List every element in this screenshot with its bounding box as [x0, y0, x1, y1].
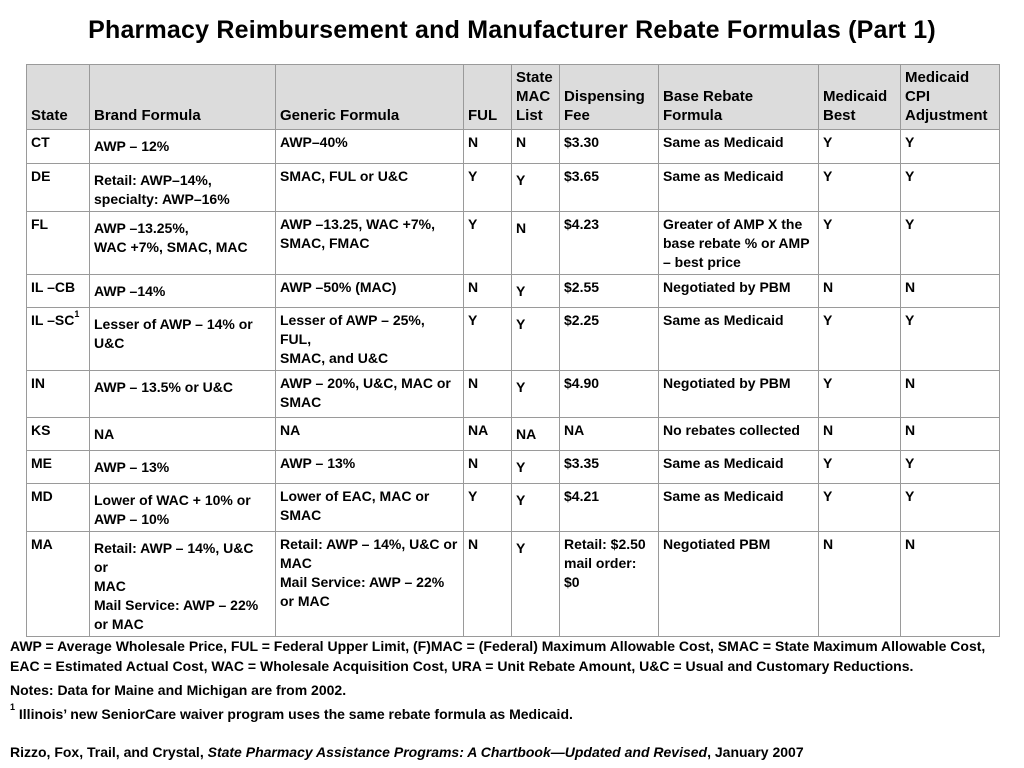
cell-brand-formula	[90, 451, 276, 484]
cell-dispensing-fee	[560, 212, 659, 275]
cell-medicaid-cpi-adjustment	[901, 164, 1000, 212]
cell-line: AWP –50% (MAC)	[280, 279, 397, 295]
cell-medicaid-cpi-adjustment	[901, 130, 1000, 164]
header-text: List	[516, 107, 543, 124]
cell-text: NA	[468, 422, 489, 438]
cell-medicaid-cpi-adjustment	[901, 451, 1000, 484]
cell-ful	[464, 484, 512, 532]
cell-line: AWP –14%	[94, 283, 166, 299]
cell-medicaid-cpi-adjustment	[901, 418, 1000, 451]
citation-authors: Rizzo, Fox, Trail, and Crystal,	[10, 744, 208, 760]
cell-dispensing-fee	[560, 532, 659, 637]
header-dispensing-fee	[560, 65, 659, 130]
cell-generic-formula	[276, 308, 464, 371]
cell-line: Negotiated PBM	[663, 536, 771, 552]
cell-brand-formula	[90, 212, 276, 275]
cell-line: Lesser of AWP – 14% or	[94, 316, 253, 332]
cell-line: NA	[280, 422, 301, 438]
cell-generic-formula	[276, 532, 464, 637]
cell-ful	[464, 212, 512, 275]
cell-dispensing-fee	[560, 130, 659, 164]
cell-ful	[464, 308, 512, 371]
footnote	[10, 704, 1010, 724]
cell-line: $3.65	[564, 168, 600, 184]
cell-line: $4.90	[564, 375, 600, 391]
cell-medicaid-best	[819, 451, 901, 484]
table-row	[27, 451, 1000, 484]
cell-text: N	[468, 279, 479, 295]
cell-dispensing-fee	[560, 451, 659, 484]
cell-brand-formula	[90, 130, 276, 164]
header-text: MAC	[516, 88, 551, 105]
cell-line: mail order: $0	[564, 555, 637, 590]
cell-line: NA	[94, 426, 115, 442]
cell-line: $4.21	[564, 488, 600, 504]
cell-text: Y	[468, 216, 478, 232]
cell-line: Negotiated by PBM	[663, 279, 791, 295]
cell-line: Retail: AWP – 14%, U&C or	[94, 540, 254, 575]
table-row	[27, 164, 1000, 212]
cell-medicaid-cpi-adjustment	[901, 484, 1000, 532]
cell-line: Same as Medicaid	[663, 134, 784, 150]
cell-line: AWP – 20%, U&C, MAC or	[280, 375, 451, 391]
cell-line: $3.30	[564, 134, 600, 150]
cell-line: Retail: $2.50	[564, 536, 646, 552]
cell-line: SMAC	[280, 394, 322, 410]
cell-base-rebate-formula	[659, 164, 819, 212]
cell-text: NA	[516, 426, 537, 442]
header-text: Best	[823, 107, 856, 124]
cell-line: MAC	[280, 555, 312, 571]
cell-base-rebate-formula	[659, 451, 819, 484]
cell-state-mac-list	[512, 418, 560, 451]
cell-text: Y	[468, 488, 478, 504]
cell-text: Y	[823, 488, 833, 504]
cell-line: Lower of EAC, MAC or	[280, 488, 430, 504]
cell-generic-formula	[276, 418, 464, 451]
header-text: State	[516, 69, 553, 86]
citation-date: , January 2007	[707, 744, 804, 760]
cell-ful	[464, 418, 512, 451]
cell-text: Y	[516, 283, 526, 299]
cell-line: Mail Service: AWP – 22%	[94, 597, 259, 613]
cell-medicaid-cpi-adjustment	[901, 532, 1000, 637]
cell-text: Y	[468, 312, 478, 328]
cell-line: SMAC	[280, 507, 322, 523]
cell-medicaid-best	[819, 532, 901, 637]
cell-line: $4.23	[564, 216, 600, 232]
cell-state-mac-list	[512, 308, 560, 371]
cell-text: Y	[516, 540, 526, 556]
cell-text: Y	[823, 375, 833, 391]
cell-ful	[464, 532, 512, 637]
table-row	[27, 484, 1000, 532]
cell-text: N	[905, 422, 916, 438]
cell-line: SMAC, FUL or U&C	[280, 168, 409, 184]
cell-text: N	[823, 536, 834, 552]
header-brand-formula: Brand Formula	[90, 65, 276, 130]
cell-base-rebate-formula	[659, 371, 819, 418]
cell-line: Retail: AWP–14%,	[94, 172, 212, 188]
source-citation	[10, 744, 804, 760]
cell-text: N	[823, 279, 834, 295]
cell-dispensing-fee	[560, 164, 659, 212]
cell-text: Y	[516, 492, 526, 508]
cell-ful	[464, 371, 512, 418]
cell-text: Y	[516, 172, 526, 188]
abbreviation-definitions: AWP = Average Wholesale Price, FUL = Federal Upper Limit, (F)MAC = (Federal) Maximum Allowable Cost, SMAC = State Maximum Allowable Cost, EAC = Estimated Actual Cost, WAC = Wholesale Acquisition Cost, URA = Unit Rebate Amount, U&C = Usual and Customary Reductions.	[10, 638, 986, 674]
cell-line: $3.35	[564, 455, 600, 471]
header-text: Base Rebate	[663, 88, 754, 105]
cell-dispensing-fee	[560, 275, 659, 308]
table-row	[27, 532, 1000, 637]
cell-ful	[464, 130, 512, 164]
cell-text: N	[823, 422, 834, 438]
cell-medicaid-best	[819, 371, 901, 418]
cell-line: AWP –13.25%,	[94, 220, 189, 236]
cell-brand-formula	[90, 275, 276, 308]
cell-line: specialty: AWP–16%	[94, 191, 230, 207]
header-ful: FUL	[464, 65, 512, 130]
cell-text: N	[468, 536, 479, 552]
table-header-row	[27, 65, 1000, 130]
cell-text: Y	[905, 216, 915, 232]
header-medicaid-best	[819, 65, 901, 130]
cell-text: DE	[31, 168, 51, 184]
cell-line: Same as Medicaid	[663, 488, 784, 504]
cell-line: AWP –13.25, WAC +7%,	[280, 216, 435, 232]
cell-brand-formula	[90, 484, 276, 532]
cell-line: NA	[564, 422, 585, 438]
cell-dispensing-fee	[560, 371, 659, 418]
cell-ful	[464, 164, 512, 212]
cell-state	[27, 484, 90, 532]
cell-state-mac-list	[512, 532, 560, 637]
cell-state	[27, 164, 90, 212]
cell-text: Y	[823, 455, 833, 471]
table-row	[27, 371, 1000, 418]
header-text: Fee	[564, 107, 590, 124]
cell-generic-formula	[276, 451, 464, 484]
notes-section	[10, 636, 1010, 728]
cell-text: N	[905, 375, 916, 391]
cell-medicaid-cpi-adjustment	[901, 371, 1000, 418]
cell-text: N	[905, 279, 916, 295]
cell-brand-formula	[90, 418, 276, 451]
cell-line: Lesser of AWP – 25%, FUL,	[280, 312, 425, 347]
cell-base-rebate-formula	[659, 484, 819, 532]
cell-state	[27, 371, 90, 418]
cell-text: N	[905, 536, 916, 552]
cell-medicaid-best	[819, 212, 901, 275]
header-generic-formula: Generic Formula	[276, 65, 464, 130]
header-text: Formula	[663, 107, 723, 124]
cell-line: WAC +7%, SMAC, MAC	[94, 239, 248, 255]
cell-medicaid-best	[819, 275, 901, 308]
cell-line: MAC	[94, 578, 126, 594]
cell-base-rebate-formula	[659, 212, 819, 275]
cell-line: Same as Medicaid	[663, 168, 784, 184]
cell-line: AWP – 13.5% or U&C	[94, 379, 234, 395]
cell-state	[27, 275, 90, 308]
cell-text: Y	[468, 168, 478, 184]
cell-line: $2.55	[564, 279, 600, 295]
cell-base-rebate-formula	[659, 130, 819, 164]
cell-text: Y	[516, 459, 526, 475]
cell-text: N	[516, 220, 527, 236]
cell-medicaid-best	[819, 418, 901, 451]
cell-medicaid-cpi-adjustment	[901, 212, 1000, 275]
formula-table	[26, 64, 1000, 637]
cell-generic-formula	[276, 212, 464, 275]
cell-text: Y	[823, 216, 833, 232]
cell-brand-formula	[90, 532, 276, 637]
cell-text: N	[468, 375, 479, 391]
cell-state-mac-list	[512, 451, 560, 484]
cell-text: Y	[905, 312, 915, 328]
header-state-mac-list	[512, 65, 560, 130]
cell-generic-formula	[276, 275, 464, 308]
header-text: CPI	[905, 88, 931, 105]
table-row	[27, 212, 1000, 275]
footnote-marker: 1	[10, 702, 16, 712]
footnote-text: Illinois’ new SeniorCare waiver program uses the same rebate formula as Medicaid.	[15, 706, 573, 722]
cell-generic-formula	[276, 130, 464, 164]
cell-text: Y	[823, 312, 833, 328]
cell-state-mac-list	[512, 164, 560, 212]
cell-text: MD	[31, 488, 53, 504]
cell-line: Same as Medicaid	[663, 455, 784, 471]
cell-text: IL –CB	[31, 279, 76, 295]
cell-line: – best price	[663, 254, 741, 270]
cell-line: AWP – 12%	[94, 138, 170, 154]
cell-base-rebate-formula	[659, 418, 819, 451]
cell-text: FL	[31, 216, 49, 232]
cell-text: N	[468, 455, 479, 471]
header-text: Adjustment	[905, 107, 988, 124]
cell-line: $2.25	[564, 312, 600, 328]
page-title: Pharmacy Reimbursement and Manufacturer Rebate Formulas (Part 1)	[88, 16, 936, 44]
cell-line: base rebate % or AMP	[663, 235, 810, 251]
header-text: Medicaid	[823, 88, 888, 105]
cell-medicaid-best	[819, 484, 901, 532]
table-row	[27, 308, 1000, 371]
cell-line: AWP – 13%	[280, 455, 356, 471]
cell-line: Lower of WAC + 10% or	[94, 492, 251, 508]
cell-text: Y	[516, 316, 526, 332]
cell-state-mac-list	[512, 371, 560, 418]
citation-title: State Pharmacy Assistance Programs: A Chartbook—Updated and Revised	[207, 744, 708, 760]
cell-text: Y	[905, 455, 915, 471]
cell-line: SMAC, FMAC	[280, 235, 370, 251]
cell-base-rebate-formula	[659, 275, 819, 308]
table-row	[27, 418, 1000, 451]
cell-state-mac-list	[512, 130, 560, 164]
cell-text: ME	[31, 455, 52, 471]
cell-ful	[464, 275, 512, 308]
data-note: Notes: Data for Maine and Michigan are from 2002.	[10, 682, 347, 698]
cell-line: Greater of AMP X the	[663, 216, 803, 232]
cell-line: AWP–40%	[280, 134, 348, 150]
cell-dispensing-fee	[560, 484, 659, 532]
footnote-marker: 1	[74, 309, 80, 319]
cell-text: MA	[31, 536, 53, 552]
cell-state	[27, 212, 90, 275]
cell-dispensing-fee	[560, 308, 659, 371]
table-row	[27, 275, 1000, 308]
cell-text: Y	[516, 379, 526, 395]
cell-text: CT	[31, 134, 50, 150]
cell-text: Y	[905, 168, 915, 184]
cell-medicaid-cpi-adjustment	[901, 308, 1000, 371]
cell-generic-formula	[276, 484, 464, 532]
cell-line: AWP – 13%	[94, 459, 170, 475]
cell-generic-formula	[276, 164, 464, 212]
cell-text: IN	[31, 375, 45, 391]
cell-state	[27, 130, 90, 164]
cell-base-rebate-formula	[659, 308, 819, 371]
cell-line: or MAC	[94, 616, 144, 632]
header-base-rebate-formula	[659, 65, 819, 130]
header-state: State	[27, 65, 90, 130]
cell-state	[27, 418, 90, 451]
cell-line: or MAC	[280, 593, 330, 609]
cell-line: Retail: AWP – 14%, U&C or	[280, 536, 458, 552]
cell-state-mac-list	[512, 212, 560, 275]
cell-line: U&C	[94, 335, 125, 351]
header-medicaid-cpi-adjustment	[901, 65, 1000, 130]
cell-text: N	[516, 134, 527, 150]
cell-line: Mail Service: AWP – 22%	[280, 574, 445, 590]
cell-brand-formula	[90, 371, 276, 418]
cell-text: N	[468, 134, 479, 150]
cell-state-mac-list	[512, 275, 560, 308]
cell-state	[27, 308, 90, 371]
cell-text: Y	[905, 134, 915, 150]
table-row	[27, 130, 1000, 164]
cell-line: No rebates collected	[663, 422, 800, 438]
cell-state	[27, 532, 90, 637]
cell-medicaid-best	[819, 164, 901, 212]
cell-brand-formula	[90, 308, 276, 371]
cell-brand-formula	[90, 164, 276, 212]
cell-text: KS	[31, 422, 51, 438]
cell-text: IL –SC	[31, 312, 75, 328]
cell-dispensing-fee	[560, 418, 659, 451]
cell-generic-formula	[276, 371, 464, 418]
cell-line: Same as Medicaid	[663, 312, 784, 328]
cell-text: Y	[905, 488, 915, 504]
header-text: Dispensing	[564, 88, 645, 105]
cell-medicaid-best	[819, 130, 901, 164]
header-text: Medicaid	[905, 69, 970, 86]
cell-text: Y	[823, 168, 833, 184]
table-body	[27, 130, 1000, 637]
cell-medicaid-cpi-adjustment	[901, 275, 1000, 308]
cell-state-mac-list	[512, 484, 560, 532]
cell-ful	[464, 451, 512, 484]
cell-text: Y	[823, 134, 833, 150]
cell-base-rebate-formula	[659, 532, 819, 637]
cell-line: SMAC, and U&C	[280, 350, 389, 366]
cell-line: Negotiated by PBM	[663, 375, 791, 391]
cell-line: AWP – 10%	[94, 511, 170, 527]
cell-medicaid-best	[819, 308, 901, 371]
cell-state	[27, 451, 90, 484]
